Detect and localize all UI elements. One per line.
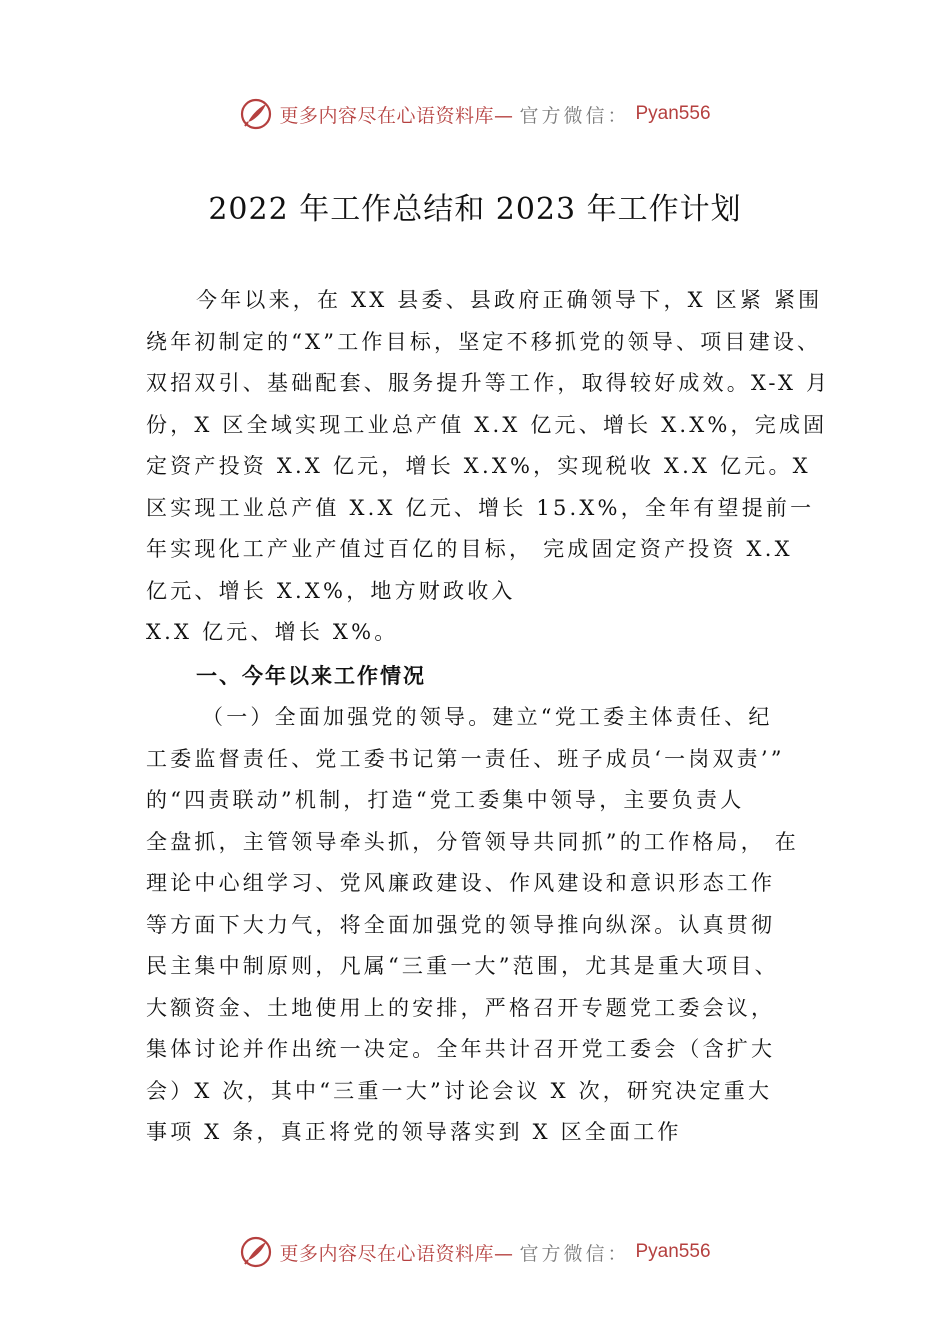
text-line: 双招双引、基础配套、服务提升等工作，取得较好成效。X-X 月	[146, 371, 831, 395]
watermark-id-text: Pyan556	[635, 103, 711, 124]
watermark-footer	[0, 1232, 950, 1272]
feather-pen-logo-icon	[239, 1235, 273, 1269]
text-line: 的“四责联动”机制，打造“党工委集中领导，主要负责人	[146, 788, 745, 812]
watermark-id-text: Pyan556	[635, 1241, 711, 1262]
text-line: 等方面下大力气，将全面加强党的领导推向纵深。认真贯彻	[146, 912, 776, 937]
document-title: 2022 年工作总结和 2023 年工作计划	[208, 192, 742, 227]
watermark-source-text: 更多内容尽在心语资料库—	[279, 1242, 514, 1265]
text-line: 年实现化工产业产值过百亿的目标， 完成固定资产投资 X.X	[146, 537, 793, 561]
watermark-label-text: 官方微信：	[519, 1242, 630, 1265]
text-line: 亿元、增长 X.X%，地方财政收入	[146, 578, 516, 603]
section-paragraph	[146, 697, 846, 1154]
watermark-header	[0, 94, 950, 134]
section-heading: 一、今年以来工作情况	[196, 663, 426, 688]
text-line: （一）全面加强党的领导。建立“党工委主体责任、纪	[202, 705, 773, 729]
text-line: 绕年初制定的“X”工作目标，坚定不移抓党的领导、项目建设、	[146, 329, 822, 354]
text-line: 集体讨论并作出统一决定。全年共计召开党工委会（含扩大	[146, 1037, 776, 1061]
text-line: 民主集中制原则，凡属“三重一大”范围，尤其是重大项目、	[146, 954, 779, 978]
watermark-source-text: 更多内容尽在心语资料库—	[279, 104, 514, 127]
intro-paragraph	[146, 280, 846, 654]
watermark-label-text: 官方微信：	[519, 104, 630, 127]
text-line: 区实现工业总产值 X.X 亿元、增长 15.X%，全年有望提前一	[146, 495, 815, 520]
document-body	[146, 280, 846, 1154]
text-line: 工委监督责任、党工委书记第一责任、班子成员‘一岗双责’”	[146, 746, 785, 771]
text-line: 大额资金、土地使用上的安排，严格召开专题党工委会议，	[146, 995, 776, 1020]
text-line: 全盘抓，主管领导牵头抓，分管领导共同抓”的工作格局， 在	[146, 829, 800, 854]
text-line: 理论中心组学习、党风廉政建设、作风建设和意识形态工作	[146, 871, 776, 895]
text-line: X.X 亿元、增长 X%。	[146, 620, 399, 644]
text-line: 今年以来，在 XX 县委、县政府正确领导下，X 区紧 紧围	[196, 288, 823, 312]
feather-pen-logo-icon	[239, 97, 273, 131]
text-line: 会）X 次，其中“三重一大”讨论会议 X 次，研究决定重大	[146, 1078, 773, 1103]
text-line: 事项 X 条，真正将党的领导落实到 X 区全面工作	[146, 1120, 682, 1144]
text-line: 份，X 区全域实现工业总产值 X.X 亿元、增长 X.X%，完成固	[146, 412, 828, 437]
text-line: 定资产投资 X.X 亿元，增长 X.X%，实现税收 X.X 亿元。X	[146, 454, 811, 478]
